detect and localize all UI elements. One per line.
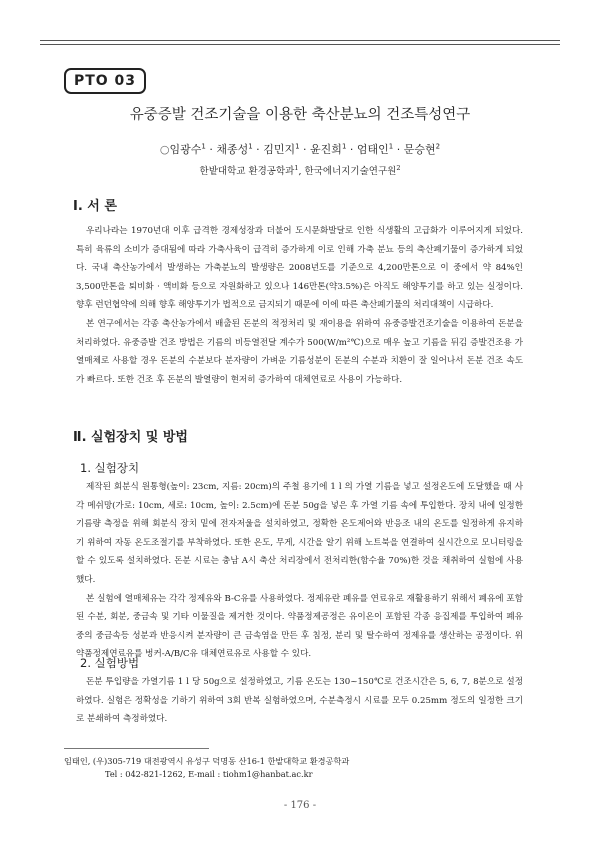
affiliation-2: 한국에너지기술연구원 xyxy=(304,166,397,177)
second-rule xyxy=(40,44,560,45)
author-separator: · xyxy=(346,143,357,156)
section-2-heading: Ⅱ. 실험장치 및 방법 xyxy=(73,430,188,445)
author-affiliation-mark: 1 xyxy=(388,142,394,151)
affiliation-line xyxy=(0,163,600,177)
paper-title: 유중증발 건조기술을 이용한 축산분뇨의 건조특성연구 xyxy=(129,107,471,123)
author-name: 채종성 xyxy=(216,143,249,156)
section-1-heading: Ⅰ. 서 론 xyxy=(73,199,117,214)
author-affiliation-mark: 1 xyxy=(201,142,206,151)
author-name: 임광수 xyxy=(169,143,202,156)
affiliation-1: 한밭대학교 환경공학과 xyxy=(199,166,295,177)
author-affiliation-mark: 2 xyxy=(435,142,441,151)
subsection-1-heading: 1. 실험장치 xyxy=(80,461,140,475)
subsection-2-heading: 2. 실험방법 xyxy=(80,656,140,670)
author-name: 엄태인 xyxy=(356,143,389,156)
page-number: - 176 - xyxy=(283,800,317,811)
subsection-2-paragraph-1: 돈분 투입량을 가열기름 1 l 당 50g으로 설정하였고, 기름 온도는 130~150℃로 건조시간은 5, 6, 7, 8분으로 설정하였다. 실험은 정확성을 기하기 위하여 3회 반복 실험하였으며, 수분측정시 시료를 모두 0.25mm 정도의 일정한 크기로 분쇄하여 측정하였다. xyxy=(76,677,523,725)
session-tag: PTO 03 xyxy=(64,68,146,94)
section-1-paragraph-1: 우리나라는 1970년대 이후 급격한 경제성장과 더불어 도시문화발달로 인한 식생활의 고급화가 이루어지게 되었다. 특히 육류의 소비가 증대됨에 따라 가축사육이 급격히 증가하게 이로 인해 가축 분뇨 등의 축산폐기물이 증가하게 되었다. 국내 축산농가에서 발생하는 가축분뇨의 발생량은 2008년도를 기준으로 4,200만톤으로 이 중에서 약 84%인 3,500만톤을 퇴비화 · 액비화 등으로 자원화하고 있으나 146만톤(약3.5%)은 아직도 해양투기를 하고 있는 실정이다. 향후 런던협약에 의해 향후 해양투기가 법적으로 금지되기 때문에 이에 따른 축산폐기물의 처리대책이 시급하다. xyxy=(76,226,523,311)
affiliation-sep: , xyxy=(298,166,305,177)
author-affiliation-mark: 1 xyxy=(341,142,347,151)
author-separator: · xyxy=(205,143,217,156)
section-1-body xyxy=(76,222,523,389)
section-1-paragraph-2: 본 연구에서는 각종 축산농가에서 배출된 돈분의 적정처리 및 재이용을 위하여 유중증발건조기술을 이용하여 돈분을 처리하였다. 유중증발 건조 방법은 기름의 비등열전달 계수가 500(W/m²℃)으로 매우 높고 기름을 뒤김 증발건조용 가열매체로 사용할 경우 돈분의 수분보다 분자량이 가벼운 기름성분이 돈분의 수분과 치환이 잘 일어나서 돈분 건조 속도가 빠르다. 또한 건조 후 돈분의 발열량이 현저히 증가하여 대체연료로 사용이 가능하다. xyxy=(76,318,523,385)
footnote-rule xyxy=(64,748,209,749)
author-affiliation-mark: 1 xyxy=(248,142,253,151)
affiliation-1-mark: 1 xyxy=(294,163,299,172)
author-name: 문승현 xyxy=(403,143,436,156)
author-list xyxy=(169,143,440,156)
author-separator: · xyxy=(299,143,311,156)
author-line xyxy=(0,141,600,157)
presenter-mark: ○ xyxy=(159,143,170,156)
subsection-1-paragraph-2: 본 실험에 열매체유는 각각 정제유와 B-C유를 사용하였다. 정제유란 폐유를 연료유로 재활용하기 위해서 폐유에 포함된 수분, 회분, 중금속 및 기타 이물질을 제거한 것이다. 약품정제공정은 유이온이 포함된 각종 응집제를 투입하여 폐유중의 중금속등 성분과 반응시켜 분자량이 큰 금속염을 만든 후 침정, 분리 및 탈수하여 정제유를 생산하는 공정이다. 위 약품정제연료유를 벙커-A/B/C유 대체연료유로 사용할 수 있다. xyxy=(76,593,523,660)
subsection-1-body xyxy=(76,478,523,664)
author-name: 김민지 xyxy=(263,143,296,156)
affiliation-2-mark: 2 xyxy=(396,163,401,172)
top-rule xyxy=(40,40,560,41)
author-affiliation-mark: 1 xyxy=(295,142,300,151)
author-name: 윤진희 xyxy=(310,143,342,156)
author-separator: · xyxy=(393,143,404,156)
author-separator: · xyxy=(252,143,264,156)
subsection-1-paragraph-1: 제작된 회분식 원통형(높이: 23cm, 지름: 20cm)의 주철 용기에 1 l 의 가열 기름을 넣고 설정온도에 도달했을 때 사각 메쉬망(가로: 10cm, 세로: 10cm, 높이: 2.5cm)에 돈분 50g을 넣은 후 가열 기름 속에 투입한다. 장치 내에 일정한 기름량 측정을 위해 회분식 장치 밑에 전자저울을 설치하였고, 정확한 온도제어와 반응조 내의 온도를 일정하게 유지하기 위하여 자동 온도조절기를 부착하였다. 또한 온도, 무게, 시간을 알기 위해 노트북을 연결하여 실시간으로 모니터링을 할 수 있도록 설치하였다. 돈분 시료는 충남 A시 축산 처리장에서 전처리한(함수율 70%)한 것을 채취하여 실험에 사용했다. xyxy=(76,482,523,585)
subsection-2-body xyxy=(76,673,523,729)
footnote-line-2: Tel : 042-821-1262, E-mail : tiohm1@hanbat.ac.kr xyxy=(105,769,313,779)
footnote-line-1: 임태인, (우)305-719 대전광역시 유성구 덕명동 산16-1 한밭대학교 환경공학과 xyxy=(64,756,350,766)
